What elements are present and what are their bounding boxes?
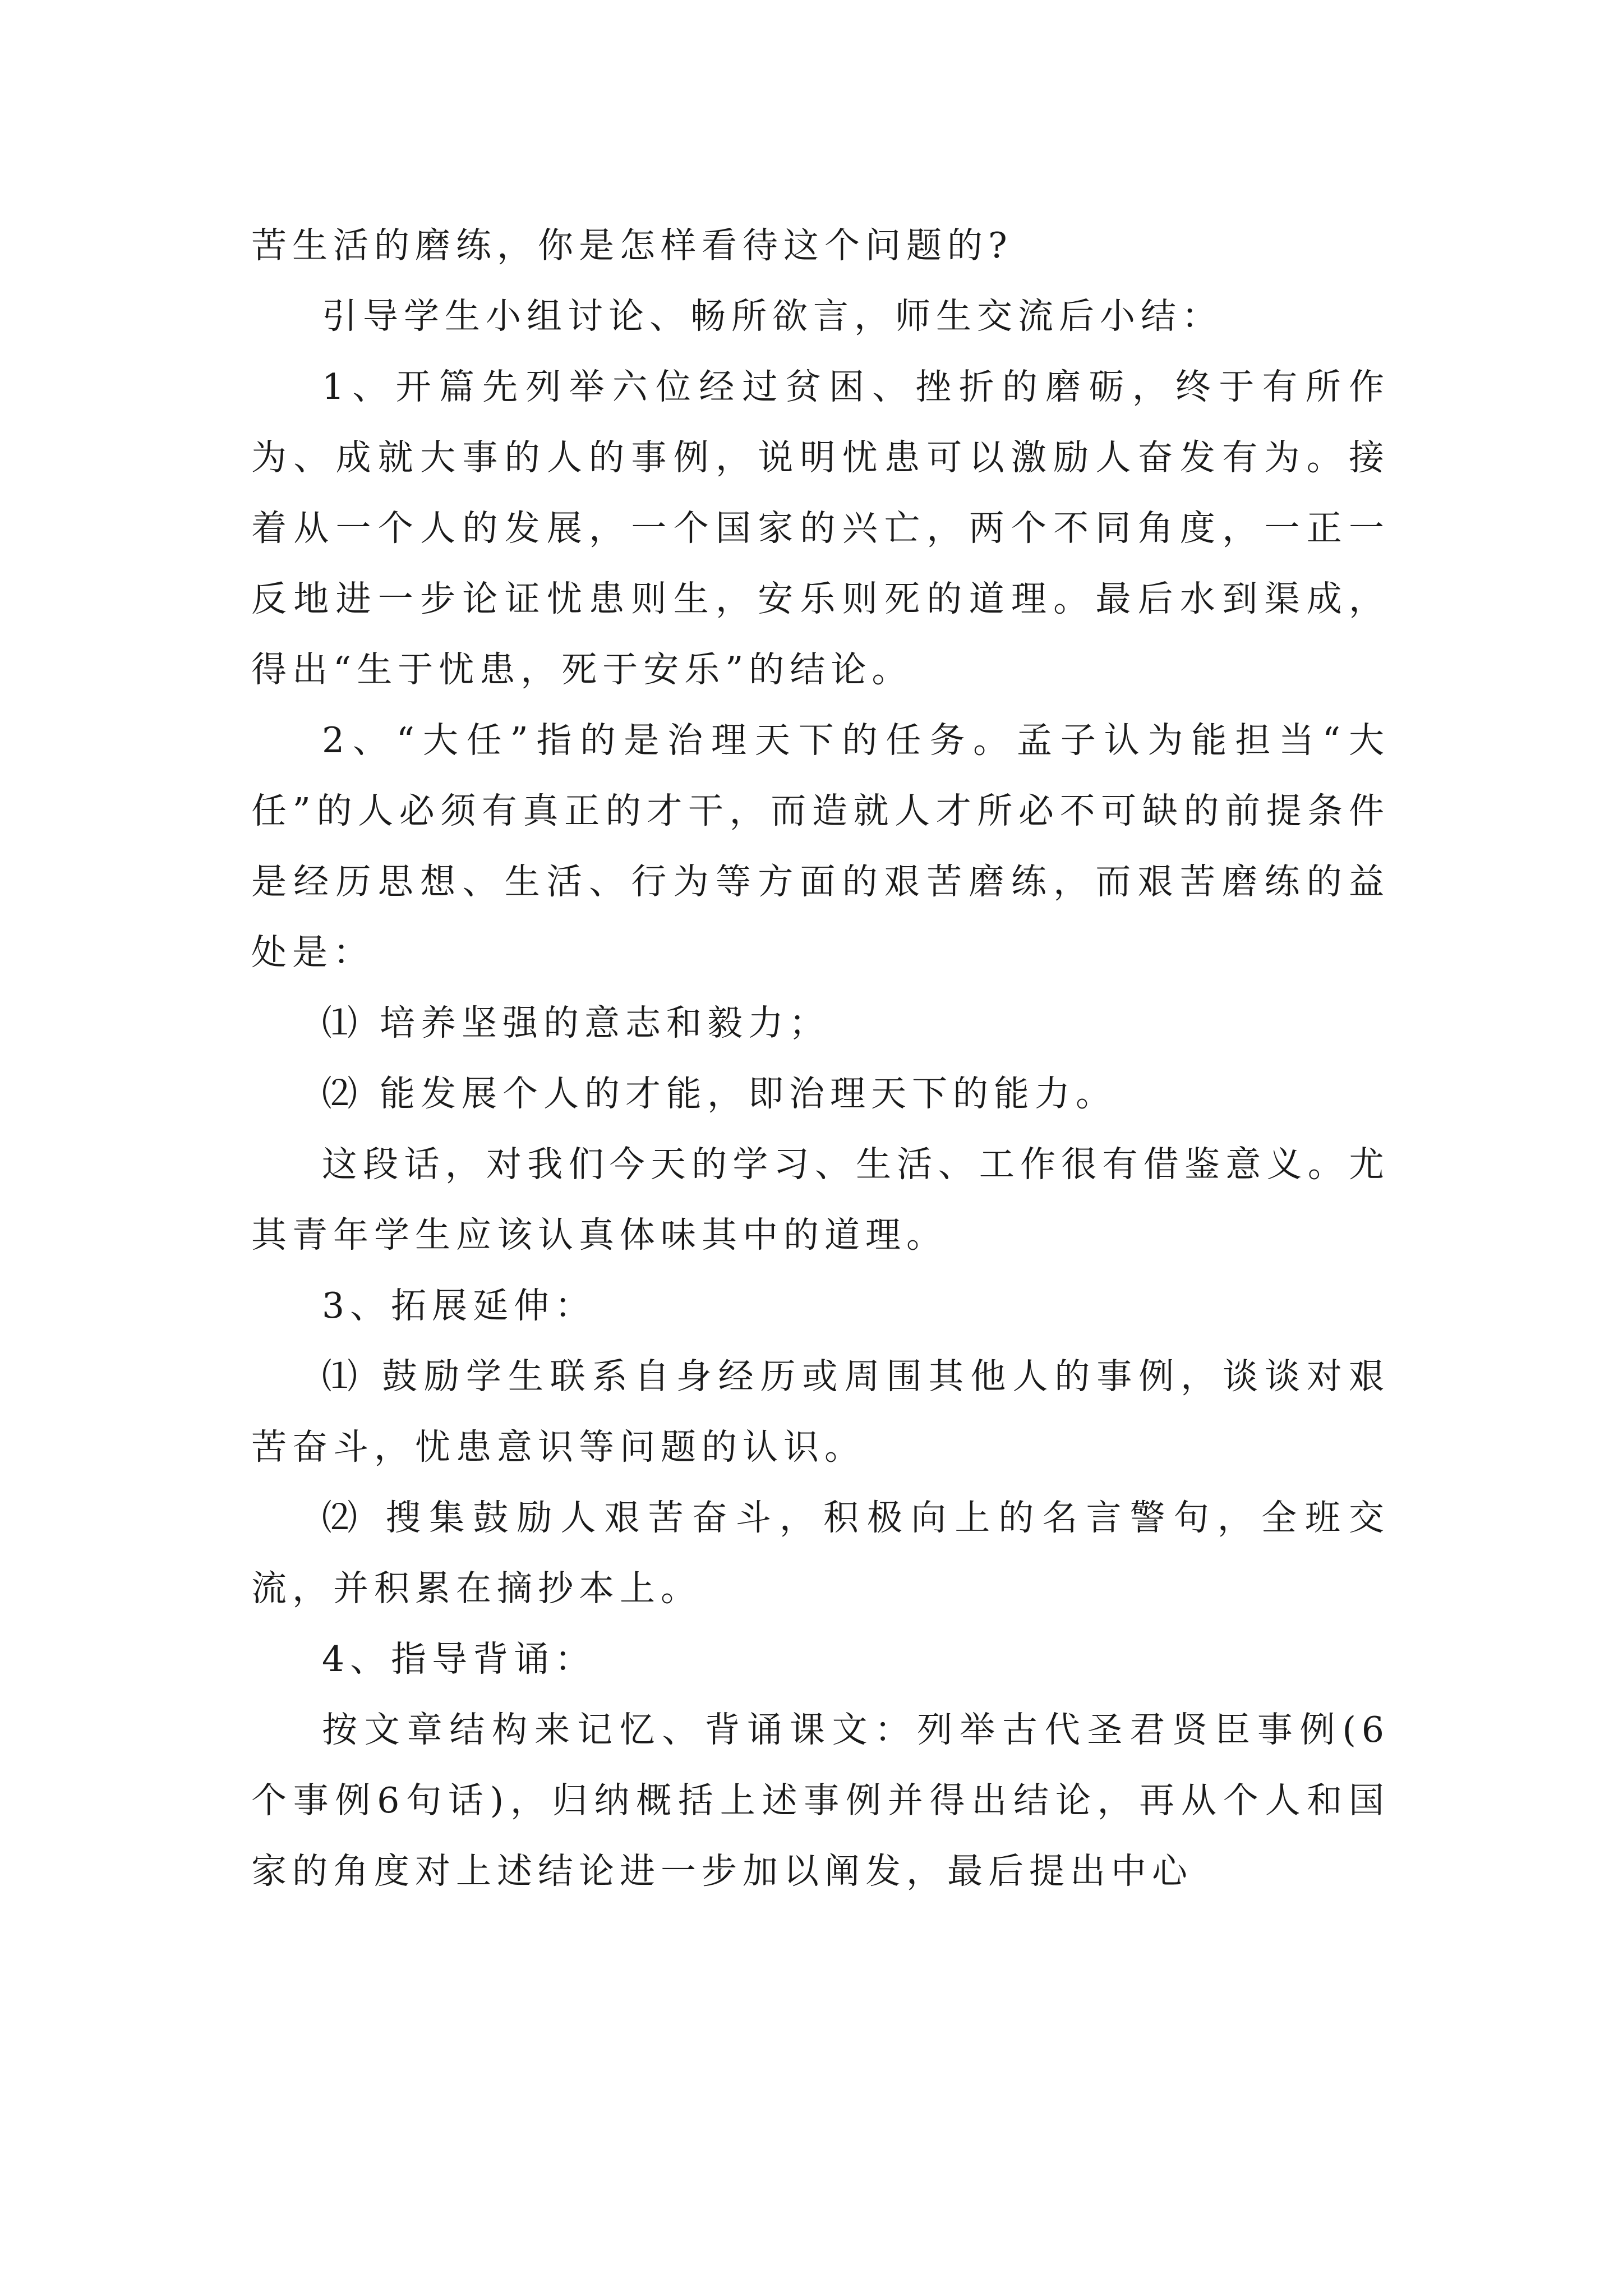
paragraph-group-discussion: 引导学生小组讨论、畅所欲言，师生交流后小结： <box>322 296 1223 337</box>
paragraph-point-1: 1、开篇先列举六位经过贫困、挫折的磨砺，终于有所作为、成就大事的人的事例，说明忧患可以激励人奋发有为。接着从一个人的发展，一个国家的兴亡，两个不同角度，一正一反地进一步论证忧患则生，安乐则死的道理。最后水到渠成，得出“生于忧患，死于安乐”的结论。 <box>251 366 1390 690</box>
paragraph-recitation-guide: 按文章结构来记忆、背诵课文：列举古代圣君贤臣事例(6个事例6句话)，归纳概括上述事例并得出结论，再从个人和国家的角度对上述结论进一步加以阐发，最后提出中心 <box>251 1709 1390 1892</box>
paragraph-point-2: 2、“大任”指的是治理天下的任务。孟子认为能担当“大任”的人必须有真正的才干，而造就人才所必不可缺的前提条件是经历思想、生活、行为等方面的艰苦磨练，而艰苦磨练的益处是： <box>251 720 1390 973</box>
paragraph-significance: 这段话，对我们今天的学习、生活、工作很有借鉴意义。尤其青年学生应该认真体味其中的道理。 <box>251 1144 1390 1255</box>
paragraph-benefit-1: ⑴ 培养坚强的意志和毅力； <box>322 1002 831 1043</box>
document-body <box>251 210 1390 1907</box>
paragraph-extension-2: ⑵ 搜集鼓励人艰苦奋斗，积极向上的名言警句，全班交流，并积累在摘抄本上。 <box>251 1497 1390 1609</box>
paragraph-point-4-heading: 4、指导背诵： <box>322 1639 596 1680</box>
paragraph-benefit-2: ⑵ 能发展个人的才能，即治理天下的能力。 <box>322 1073 1117 1114</box>
paragraph-extension-1: ⑴ 鼓励学生联系自身经历或周围其他人的事例，谈谈对艰苦奋斗，忧患意识等问题的认识。 <box>251 1356 1390 1467</box>
paragraph-point-3-heading: 3、拓展延伸： <box>322 1285 596 1326</box>
paragraph-continuation: 苦生活的磨练，你是怎样看待这个问题的? <box>251 225 1013 266</box>
